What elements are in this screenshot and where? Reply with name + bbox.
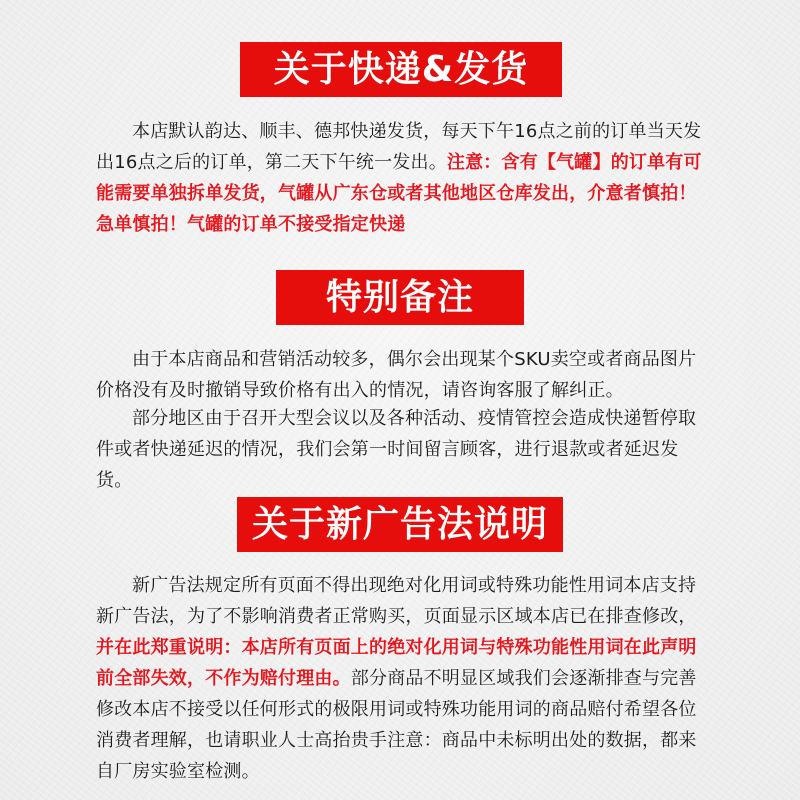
shipping-text: 本店默认韵达、顺丰、德邦快递发货，每天下午16点之前的订单当天发出16点之后的订单，第二天下午统一发出。 — [96, 121, 702, 173]
pricing-notice-paragraph — [96, 344, 708, 406]
delivery-delay-text: 部分地区由于召开大型会议以及各种活动、疫情管控会造成快递暂停取件或者快递延迟的情况，我们会第一时间留言顾客，进行退款或者延迟发货。 — [96, 408, 697, 491]
delivery-delay-paragraph — [96, 403, 708, 496]
ad-law-declaration: 并在此郑重说明：本店所有页面上的绝对化用词与特殊功能性用词在此声明前全部失效，不作为赔付理由。 — [96, 637, 697, 689]
ad-law-text-outro: 部分商品不明显区域我们会逐渐排查与完善修改本店不接受以任何形式的极限用词或特殊功能用词的商品赔付希望各位消费者理解，也请职业人士高抬贵手注意：商品中未标明出处的数据，都来自厂房实验室检测。 — [96, 668, 697, 782]
pricing-notice-text: 由于本店商品和营销活动较多，偶尔会出现某个SKU卖空或者商品图片价格没有及时撤销导致价格有出入的情况，请咨询客服了解纠正。 — [96, 349, 697, 401]
ad-law-text-intro: 新广告法规定所有页面不得出现绝对化用词或特殊功能性用词本店支持新广告法，为了不影响消费者正常购买，页面显示区域本店已在排查修改， — [96, 575, 697, 627]
shipping-section-heading: 关于快递&发货 — [240, 42, 562, 97]
ad-law-paragraph — [96, 570, 708, 787]
shipping-paragraph — [96, 116, 708, 240]
ad-law-heading: 关于新广告法说明 — [237, 497, 563, 552]
special-notes-heading: 特别备注 — [276, 270, 524, 325]
gas-canister-warning: 注意：含有【气罐】的订单有可能需要单独拆单发货，气罐从广东仓或者其他地区仓库发出，介意者慎拍！急单慎拍！气罐的订单不接受指定快递 — [96, 152, 702, 235]
